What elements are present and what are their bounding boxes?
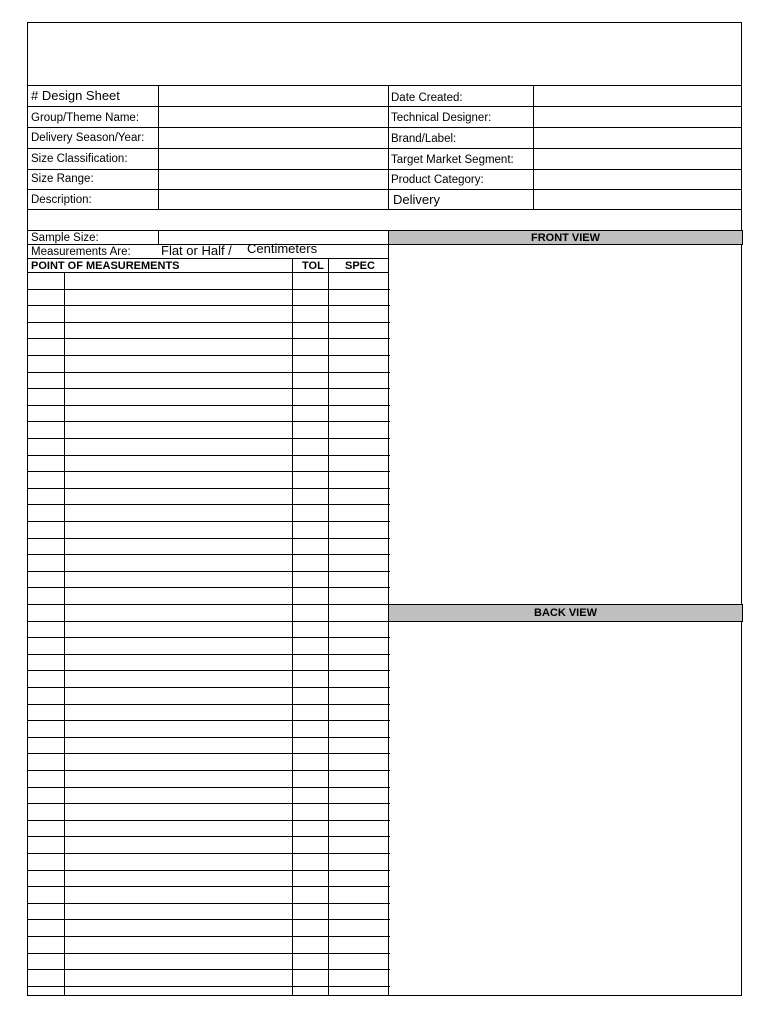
table-row[interactable] [28,704,390,705]
group-theme-label: Group/Theme Name: [31,112,140,124]
table-row[interactable] [28,289,390,290]
row-line [28,209,741,210]
table-row[interactable] [28,388,390,389]
table-row[interactable] [28,820,390,821]
table-row[interactable] [28,305,390,306]
table-row[interactable] [28,670,390,671]
col-line [388,85,389,209]
design-sheet-label: # Design Sheet [31,88,120,103]
table-row[interactable] [28,919,390,920]
table-row[interactable] [28,753,390,754]
date-created-label: Date Created: [391,92,463,104]
description-label: Description: [31,194,92,206]
measurements-are-label: Measurements Are: [31,246,131,258]
technical-designer-label: Technical Designer: [391,112,492,124]
technical-designer-field[interactable] [534,107,741,127]
table-row[interactable] [28,953,390,954]
table-row[interactable] [28,687,390,688]
front-view-band: FRONT VIEW [388,230,743,245]
size-range-field[interactable] [159,170,387,189]
table-row[interactable] [28,372,390,373]
table-row[interactable] [28,787,390,788]
table-row[interactable] [28,322,390,323]
table-row[interactable] [28,737,390,738]
table-row[interactable] [28,803,390,804]
front-view-area[interactable] [389,245,741,604]
col-line [328,258,329,272]
table-row[interactable] [28,654,390,655]
col-line [292,258,293,272]
design-sheet-field[interactable] [159,86,387,106]
size-classification-label: Size Classification: [31,153,128,165]
delivery-season-label: Delivery Season/Year: [31,132,145,144]
tol-header: TOL [302,260,324,272]
table-row[interactable] [28,571,390,572]
table-row[interactable] [28,720,390,721]
spec-header: SPEC [345,260,375,272]
table-row[interactable] [28,903,390,904]
point-of-measurements-header: POINT OF MEASUREMENTS [31,260,180,272]
table-row[interactable] [28,488,390,489]
table-row[interactable] [28,886,390,887]
back-view-area[interactable] [389,622,741,995]
sample-size-label: Sample Size: [31,232,99,244]
table-row[interactable] [28,471,390,472]
brand-label-label: Brand/Label: [391,133,457,145]
back-view-band: BACK VIEW [388,604,743,622]
table-row[interactable] [28,554,390,555]
table-row[interactable] [28,836,390,837]
delivery-field[interactable] [534,190,741,209]
target-market-label: Target Market Segment: [391,154,514,166]
product-category-field[interactable] [534,170,741,189]
table-row[interactable] [28,969,390,970]
size-range-label: Size Range: [31,173,94,185]
table-row[interactable] [28,438,390,439]
measurements-unit: Centimeters [247,241,318,256]
table-row[interactable] [28,421,390,422]
measurement-table[interactable] [28,272,389,995]
table-row[interactable] [28,936,390,937]
product-category-label: Product Category: [391,174,484,186]
brand-label-field[interactable] [534,128,741,148]
table-row[interactable] [28,637,390,638]
table-row[interactable] [28,587,390,588]
design-sheet [27,22,742,996]
table-row[interactable] [28,405,390,406]
table-row[interactable] [28,853,390,854]
measurements-are-value: Flat or Half / [161,243,232,258]
target-market-field[interactable] [534,149,741,169]
delivery-label: Delivery [393,192,440,207]
table-row[interactable] [28,870,390,871]
date-created-field[interactable] [534,86,741,106]
table-row[interactable] [28,621,390,622]
table-row[interactable] [28,521,390,522]
table-row[interactable] [28,338,390,339]
table-row[interactable] [28,770,390,771]
table-row[interactable] [28,604,390,605]
table-row[interactable] [28,986,390,987]
delivery-season-field[interactable] [159,128,387,148]
table-row[interactable] [28,538,390,539]
table-row[interactable] [28,355,390,356]
size-classification-field[interactable] [159,149,387,169]
description-field[interactable] [159,190,387,209]
table-row[interactable] [28,455,390,456]
table-row[interactable] [28,504,390,505]
group-theme-field[interactable] [159,107,387,127]
